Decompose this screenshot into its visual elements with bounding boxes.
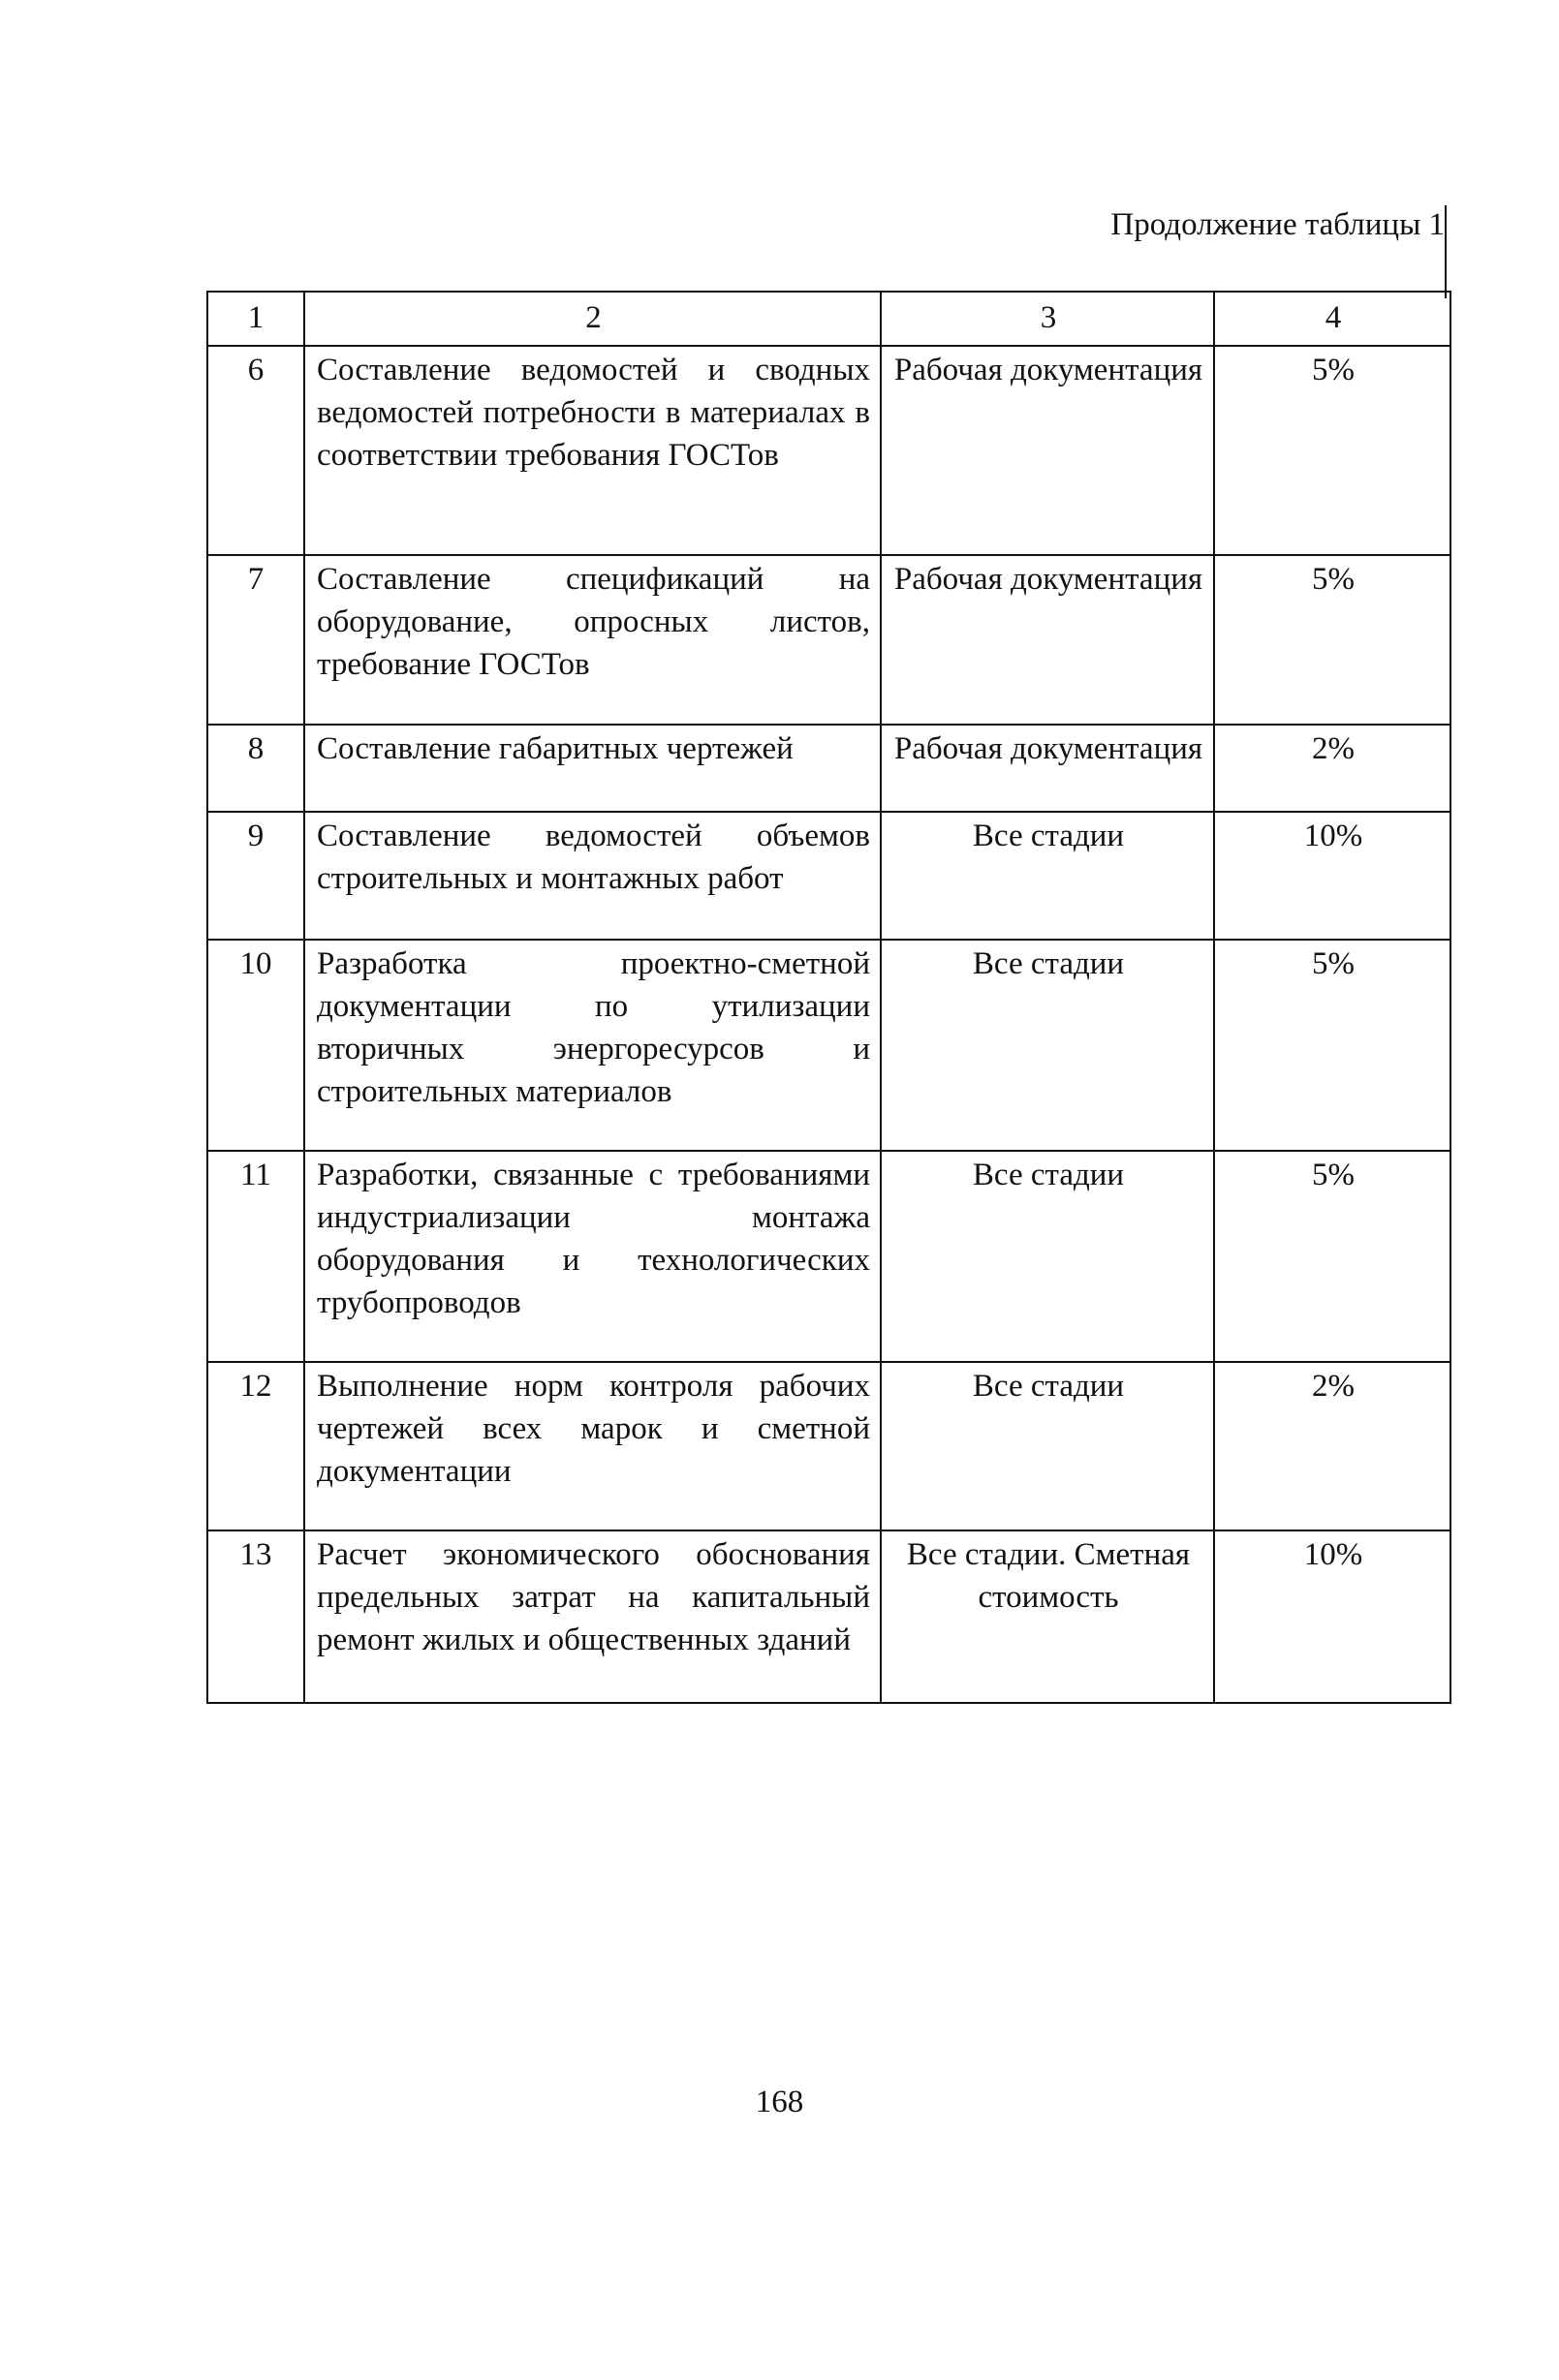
row-number: 11 [207,1151,304,1362]
row-percent: 10% [1214,812,1450,940]
table-row [207,812,1450,940]
table-header-row [207,292,1450,346]
column-header-3: 3 [881,292,1214,346]
table-row [207,555,1450,725]
column-header-4: 4 [1214,292,1450,346]
table-row [207,940,1450,1151]
row-number: 10 [207,940,304,1151]
row-stage: Все стадии [881,812,1214,940]
row-percent: 5% [1214,940,1450,1151]
row-stage: Рабочая документация [881,725,1214,812]
row-percent: 2% [1214,1362,1450,1530]
row-percent: 2% [1214,725,1450,812]
row-stage: Все стадии [881,1151,1214,1362]
column-header-2: 2 [304,292,881,346]
norms-table [206,291,1451,1704]
row-description: Расчет экономического обоснования предельных затрат на капитальный ремонт жилых и общественных зданий [304,1530,881,1703]
row-number: 7 [207,555,304,725]
row-percent: 10% [1214,1530,1450,1703]
row-stage: Все стадии. Сметная стоимость [881,1530,1214,1703]
table-row [207,1151,1450,1362]
row-percent: 5% [1214,1151,1450,1362]
row-description: Составление габаритных чертежей [304,725,881,812]
row-percent: 5% [1214,555,1450,725]
margin-rule [1445,205,1447,298]
row-description: Выполнение норм контроля рабочих чертежей всех марок и сметной документации [304,1362,881,1530]
table-row [207,346,1450,555]
row-stage: Рабочая документация [881,346,1214,555]
column-header-1: 1 [207,292,304,346]
row-stage: Все стадии [881,940,1214,1151]
table-row [207,1362,1450,1530]
row-number: 12 [207,1362,304,1530]
row-description: Составление ведомостей и сводных ведомостей потребности в материалах в соответствии требования ГОСТов [304,346,881,555]
row-description: Разработки, связанные с требованиями индустриализации монтажа оборудования и технологических трубопроводов [304,1151,881,1362]
row-description: Составление спецификаций на оборудование, опросных листов, требование ГОСТов [304,555,881,725]
table-row [207,1530,1450,1703]
row-stage: Все стадии [881,1362,1214,1530]
table-continuation-caption: Продолжение таблицы 1 [1110,207,1445,242]
table-row [207,725,1450,812]
row-percent: 5% [1214,346,1450,555]
row-number: 9 [207,812,304,940]
row-description: Составление ведомостей объемов строительных и монтажных работ [304,812,881,940]
row-number: 6 [207,346,304,555]
row-number: 13 [207,1530,304,1703]
row-description: Разработка проектно-сметной документации по утилизации вторичных энергоресурсов и строительных материалов [304,940,881,1151]
page-number: 168 [755,2085,804,2119]
row-number: 8 [207,725,304,812]
row-stage: Рабочая документация [881,555,1214,725]
